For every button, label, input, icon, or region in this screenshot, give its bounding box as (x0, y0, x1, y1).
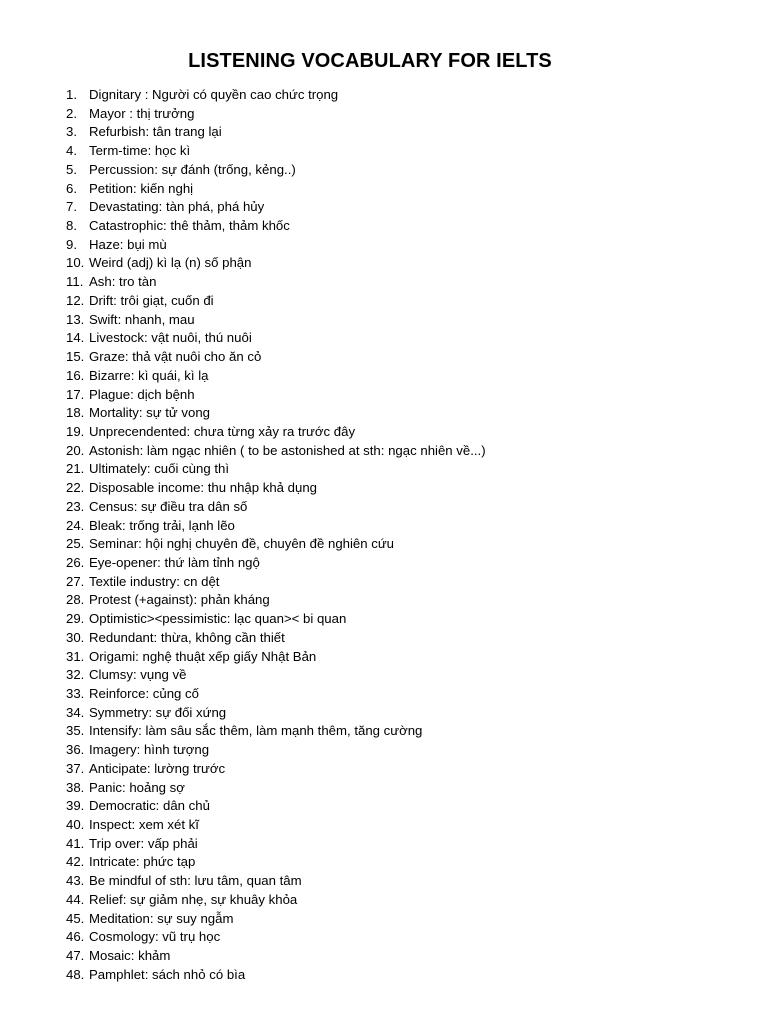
list-item-text: Ash: tro tàn (89, 274, 157, 290)
list-item-text: Unprecendented: chưa từng xảy ra trước đây (89, 423, 356, 439)
list-item-number: 43. (66, 873, 85, 889)
list-item-number: 17. (66, 386, 85, 402)
list-item-text: Protest (+against): phản kháng (89, 592, 270, 608)
list-item-text: Inspect: xem xét kĩ (89, 817, 199, 833)
list-item-number: 10. (66, 255, 85, 271)
list-item-number: 28. (66, 592, 85, 608)
list-item-text: Clumsy: vụng về (89, 667, 187, 683)
list-item-number: 5. (66, 161, 77, 177)
list-item-text: Democratic: dân chủ (89, 798, 210, 814)
list-item-number: 2. (66, 105, 77, 121)
list-item-number: 44. (66, 891, 85, 907)
list-item-text: Refurbish: tân trang lại (89, 124, 222, 140)
list-item-text: Percussion: sự đánh (trống, kẻng..) (89, 161, 296, 177)
list-item-text: Intricate: phức tạp (89, 854, 196, 870)
list-item-number: 36. (66, 742, 85, 758)
list-item-number: 18. (66, 405, 85, 421)
list-item-number: 35. (66, 723, 85, 739)
list-item-number: 48. (66, 966, 85, 982)
list-item-text: Symmetry: sự đối xứng (89, 704, 227, 720)
list-item-text: Redundant: thừa, không cần thiết (89, 629, 285, 645)
list-item-number: 14. (66, 330, 85, 346)
list-item-number: 32. (66, 667, 85, 683)
list-item-text: Relief: sự giảm nhẹ, sự khuây khỏa (89, 891, 298, 907)
list-item-number: 4. (66, 143, 77, 159)
list-item-text: Meditation: sự suy ngẫm (89, 910, 234, 926)
list-item-number: 45. (66, 910, 85, 926)
list-item-text: Devastating: tàn phá, phá hủy (89, 199, 265, 215)
list-item-number: 26. (66, 554, 85, 570)
list-item-text: Mayor : thị trưởng (89, 105, 195, 121)
list-item-number: 8. (66, 218, 77, 234)
list-item-text: Term-time: học kì (89, 143, 191, 159)
list-item-text: Graze: thả vật nuôi cho ăn cỏ (89, 349, 262, 365)
list-item-text: Bizarre: kì quái, kì lạ (89, 367, 209, 383)
list-item-number: 39. (66, 798, 85, 814)
list-item-text: Haze: bụi mù (89, 236, 167, 252)
list-item-text: Panic: hoảng sợ (89, 779, 185, 795)
list-item-number: 25. (66, 536, 85, 552)
list-item-number: 1. (66, 87, 77, 102)
list-item-number: 3. (66, 124, 77, 140)
list-item-text: Textile industry: cn dệt (89, 573, 220, 589)
list-item-number: 13. (66, 311, 85, 327)
list-item-text: Anticipate: lường trước (89, 760, 226, 776)
list-item-text: Catastrophic: thê thảm, thảm khốc (89, 218, 290, 234)
list-item-number: 21. (66, 461, 85, 477)
list-item-number: 34. (66, 704, 85, 720)
list-item-number: 47. (66, 948, 85, 964)
document-title: LISTENING VOCABULARY FOR IELTS (188, 50, 552, 72)
list-item-number: 31. (66, 648, 85, 664)
list-item-number: 46. (66, 929, 85, 945)
list-item-number: 15. (66, 349, 85, 365)
list-item-text: Cosmology: vũ trụ học (89, 929, 221, 945)
list-item-number: 22. (66, 480, 85, 496)
list-item-number: 33. (66, 686, 85, 701)
list-item-number: 6. (66, 180, 77, 196)
list-item-number: 37. (66, 760, 85, 776)
list-item-text: Bleak: trống trải, lạnh lẽo (89, 517, 235, 533)
list-item-text: Dignitary : Người có quyền cao chức trọng (89, 87, 339, 102)
list-item-text: Reinforce: củng cố (89, 686, 199, 701)
list-item-text: Intensify: làm sâu sắc thêm, làm mạnh thêm, tăng cường (89, 723, 423, 739)
list-item-number: 23. (66, 498, 85, 514)
list-item-text: Eye-opener: thứ làm tỉnh ngộ (89, 554, 260, 570)
list-item-text: Origami: nghệ thuật xếp giấy Nhật Bản (89, 648, 317, 664)
list-item-text: Be mindful of sth: lưu tâm, quan tâm (89, 873, 302, 889)
list-item-text: Pamphlet: sách nhỏ có bìa (89, 966, 246, 982)
list-item-text: Astonish: làm ngạc nhiên ( to be astonished at sth: ngạc nhiên về...) (89, 442, 486, 458)
list-item-text: Ultimately: cuối cùng thì (89, 461, 229, 477)
list-item-number: 7. (66, 199, 77, 215)
list-item-number: 9. (66, 236, 77, 252)
list-item-number: 20. (66, 442, 85, 458)
list-item-number: 16. (66, 367, 85, 383)
list-item-number: 12. (66, 292, 85, 308)
list-item-number: 29. (66, 611, 85, 627)
list-item-number: 42. (66, 854, 85, 870)
list-item-text: Trip over: vấp phải (89, 835, 198, 851)
list-item-text: Imagery: hình tượng (89, 742, 210, 758)
list-item-text: Mosaic: khảm (89, 948, 171, 964)
list-item-text: Census: sự điều tra dân số (89, 498, 248, 514)
list-item-text: Livestock: vật nuôi, thú nuôi (89, 330, 252, 346)
list-item-number: 30. (66, 629, 85, 645)
list-item-number: 38. (66, 779, 85, 795)
list-item-number: 41. (66, 835, 85, 851)
list-item-number: 24. (66, 517, 85, 533)
list-item-text: Petition: kiến nghị (89, 180, 194, 196)
list-item-text: Disposable income: thu nhập khả dụng (89, 480, 318, 496)
list-item-text: Seminar: hội nghị chuyên đề, chuyên đề nghiên cứu (89, 536, 395, 552)
list-item-number: 19. (66, 423, 85, 439)
list-item-text: Swift: nhanh, mau (89, 311, 195, 327)
list-item-text: Optimistic><pessimistic: lạc quan>< bi quan (89, 611, 347, 627)
list-item-text: Plague: dịch bệnh (89, 386, 195, 402)
list-item-number: 40. (66, 817, 85, 833)
list-item-text: Drift: trôi giạt, cuốn đi (89, 292, 214, 308)
list-item-text: Weird (adj) kì lạ (n) số phận (89, 255, 252, 271)
list-item-number: 27. (66, 573, 85, 589)
list-item-text: Mortality: sự tử vong (89, 405, 210, 421)
list-item-number: 11. (66, 274, 84, 290)
